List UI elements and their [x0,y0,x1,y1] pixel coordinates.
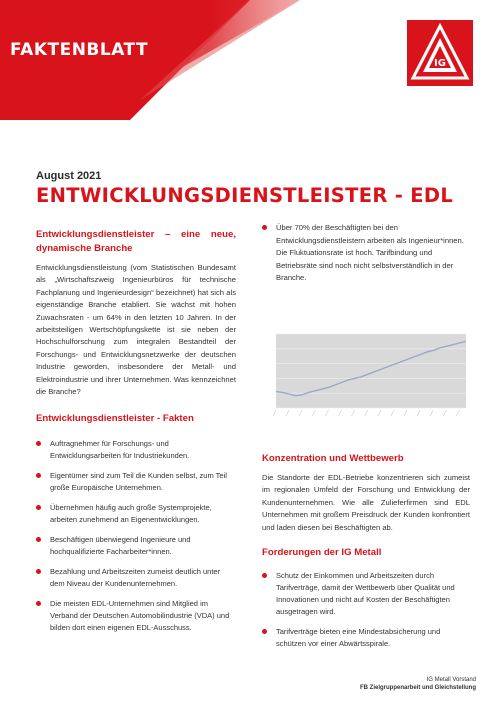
bullet-icon [262,225,267,230]
publication-date: August 2021 [36,170,102,182]
x-tick [443,410,446,416]
facts-list [36,438,236,634]
left-column [36,228,236,642]
logo-mark-icon [407,20,473,86]
konzentration-body: Die Standorte der EDL-Betriebe konzentrieren sich zumeist im regionalen Umfeld der Forschung und Entwicklung der Kundenunternehmen. Wie alle Zulieferfirmen sind EDL Unternehmen mit großem Preisdruck der Kunden konfrontiert und laden diesen bei Beschäftigten ab. [262,473,470,532]
bullet-icon [36,569,41,574]
footer-dept: FB Zielgruppenarbeit und Gleichstellung [359,685,476,691]
employment-chart [262,322,472,440]
svg-text:IG: IG [434,58,446,69]
plot-area [276,334,466,408]
bullet-icon [36,505,41,510]
list-item: Schutz der Einkommen und Arbeitszeiten durch Tarifverträge, damit der Wettbewerb über Qualität und Innovationen und nicht auf Kosten der Beschäftigten ausgetragen wird. [262,570,470,618]
bullet-icon [36,441,41,446]
right-lower [262,452,470,658]
x-tick [312,410,315,416]
intro-heading: Entwicklungsdienstleister – eine neue, dynamische Branche [36,229,236,254]
list-item: Auftragnehmer für Forschungs- und Entwicklungsarbeiten für Industriekunden. [36,438,236,462]
banner-title: FAKTENBLATT [10,40,149,60]
list-item: Bezahlung und Arbeitszeiten zumeist deutlich unter dem Niveau der Kundenunternehmen. [36,566,236,590]
x-tick [352,410,355,416]
x-tick [325,410,328,416]
footer [360,676,476,692]
facts-heading: Entwicklungsdienstleister - Fakten [36,413,194,425]
right-top-list [262,222,470,285]
x-tick [456,410,459,416]
bullet-icon [36,537,41,542]
ig-metall-logo [404,17,476,89]
forderungen-heading: Forderungen der IG Metall [262,547,382,559]
x-tick [299,410,302,416]
x-tick [286,410,289,416]
footer-org: IG Metall Vorstand [426,677,476,683]
list-item: Eigentümer sind zum Teil die Kunden selbst, zum Teil große Europäische Unternehmen. [36,470,236,494]
x-tick [430,410,433,416]
x-tick [404,410,407,416]
x-tick [378,410,381,416]
intro-body: Entwicklungsdienstleistung (vom Statistischen Bundesamt als „Wirtschaftszweig Ingenieurbüros für technische Fachplanung und Ingenieurdesign“ bezeichnet) hat sich als eigenständige Branche etabliert. Sie wächst mit hohen Zuwachsraten - um 64% in den letzten 10 Jahren. In der arbeitsteiligen Wertschöpfungskette ist sie neben der Hochschulforschung zum integralen Bestandteil der Forschungs- und Entwicklungsnetzwerke der deutschen Industrie geworden, insbesondere der Metall- und Elektroindustrie und ihrer Unternehmen. Was kennzeichnet die Branche? [36,263,236,397]
x-tick [339,410,342,416]
right-column [262,222,470,293]
bullet-icon [262,573,267,578]
list-item: Über 70% der Beschäftigten bei den Entwicklungsdienstleistern arbeiten als Ingenieur*innen. Die Fluktuationsrate ist hoch. Tarifbindung und Betriebsräte sind noch nicht selbstverständlich in der Branche. [262,222,470,285]
chart-plot [262,330,472,430]
list-item: Die meisten EDL-Unternehmen sind Mitglied im Verband der Deutschen Automobilindustrie (VDA) und bilden dort einen eigenen EDL-Ausschuss. [36,598,236,634]
page-title: ENTWICKLUNGSDIENSTLEISTER - EDL [36,184,454,207]
konzentration-heading: Konzentration und Wettbewerb [262,453,404,464]
bullet-icon [36,601,41,606]
header-banner [0,0,500,120]
list-item: Tarifverträge bieten eine Mindestabsicherung und schützen vor einer Abwärtsspirale. [262,626,470,650]
chart-caption [262,322,472,326]
list-item: Beschäftigen überwiegend Ingenieure und hochqualifizierte Facharbeiter*innen. [36,534,236,558]
forderungen-list [262,570,470,650]
x-tick [391,410,394,416]
x-tick [365,410,368,416]
x-tick [417,410,420,416]
bullet-icon [36,473,41,478]
list-item: Übernehmen häufig auch große Systemprojekte, arbeiten zunehmend an Eigenentwicklungen. [36,502,236,526]
x-tick [273,410,276,416]
bullet-icon [262,629,267,634]
